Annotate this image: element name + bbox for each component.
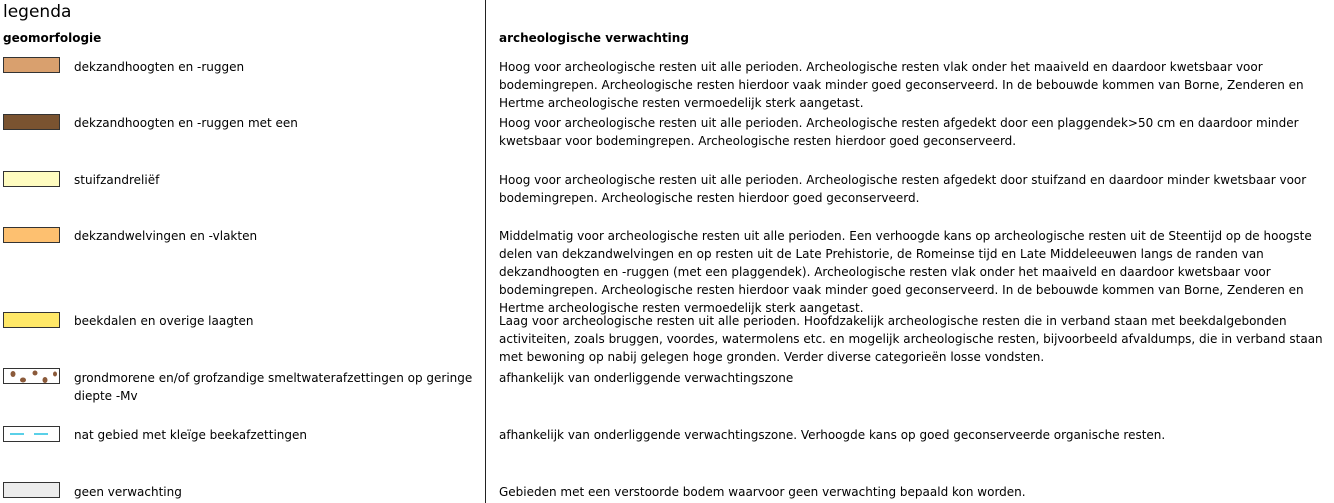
- column-divider: [485, 0, 486, 503]
- swatch-beekdalen: [3, 312, 60, 328]
- swatch-geen-verwachting: [3, 482, 60, 498]
- swatch-dekzandhoogten: [3, 57, 60, 73]
- swatch-nat-gebied: [3, 426, 60, 442]
- legend-description: Hoog voor archeologische resten uit alle perioden. Archeologische resten afgedekt door stuifzand en daardoor minder kwetsbaar voor bodemingrepen. Archeologische resten hierdoor goed geconserveerd.: [499, 173, 1307, 205]
- gravel-dots-pattern: [4, 369, 60, 384]
- legend-label: stuifzandreliëf: [74, 173, 160, 187]
- swatch-dekzandwelvingen: [3, 227, 60, 243]
- legend-label: beekdalen en overige laagten: [74, 314, 254, 328]
- dashed-line-pattern: [4, 427, 61, 443]
- legend-title: legenda: [3, 2, 72, 22]
- legend-label: dekzandwelvingen en -vlakten: [74, 229, 258, 243]
- swatch-stuifzandrelief: [3, 171, 60, 187]
- geomorphology-header: geomorfologie: [3, 31, 102, 45]
- legend-description: Gebieden met een verstoorde bodem waarvoor geen verwachting bepaald kon worden.: [499, 485, 1026, 499]
- legend-description: Laag voor archeologische resten uit alle perioden. Hoofdzakelijk archeologische resten die in verband staan met beekdalgebonden activiteiten, zoals bruggen, voordes, watermolens etc. en mogelijk archeologische resten, bijvoorbeeld afvaldumps, die in verband staan met bewoning op nabij gelegen hoge gronden. Verder diverse categorieën losse vondsten.: [499, 314, 1323, 364]
- legend-label: nat gebied met kleïge beekafzettingen: [74, 428, 307, 442]
- legend-description: Hoog voor archeologische resten uit alle perioden. Archeologische resten vlak onder het maaiveld en daardoor kwetsbaar voor bodemingrepen. Archeologische resten hierdoor vaak minder goed geconserveerd. In de bebouwde kommen van Borne, Zenderen en Hertme archeologische resten vermoedelijk sterk aangetast.: [499, 60, 1304, 110]
- legend-description: Hoog voor archeologische resten uit alle perioden. Archeologische resten afgedekt door een plaggendek>50 cm en daardoor minder kwetsbaar voor bodemingrepen. Archeologische resten hierdoor goed geconserveerd.: [499, 116, 1299, 148]
- legend-label: grondmorene en/of grofzandige smeltwaterafzettingen op geringe diepte -Mv: [74, 371, 473, 403]
- legend-label: dekzandhoogten en -ruggen: [74, 60, 245, 74]
- legend-description: Middelmatig voor archeologische resten uit alle perioden. Een verhoogde kans op archeologische resten uit de Steentijd op de hoogste delen van dekzandwelvingen en op resten uit de Late Prehistorie, de Romeinse tijd en Late Middeleeuwen langs de randen van dekzandhoogten en -ruggen (met een plaggendek). Archeologische resten vlak onder het maaiveld en daardoor kwetsbaar voor bodemingrepen. Archeologische resten hierdoor vaak minder goed geconserveerd. In de bebouwde kommen van Borne, Zenderen en Hertme archeologische resten vermoedelijk sterk aangetast.: [499, 229, 1312, 315]
- legend-label: dekzandhoogten en -ruggen met een: [74, 116, 298, 130]
- expectation-header: archeologische verwachting: [499, 31, 689, 45]
- legend-description: afhankelijk van onderliggende verwachtingszone. Verhoogde kans op goed geconserveerde organische resten.: [499, 428, 1166, 442]
- swatch-dekzandhoogten-plaggendek: [3, 114, 60, 130]
- swatch-grondmorene: [3, 368, 60, 384]
- legend-label: geen verwachting: [74, 485, 182, 499]
- legend-description: afhankelijk van onderliggende verwachtingszone: [499, 371, 794, 385]
